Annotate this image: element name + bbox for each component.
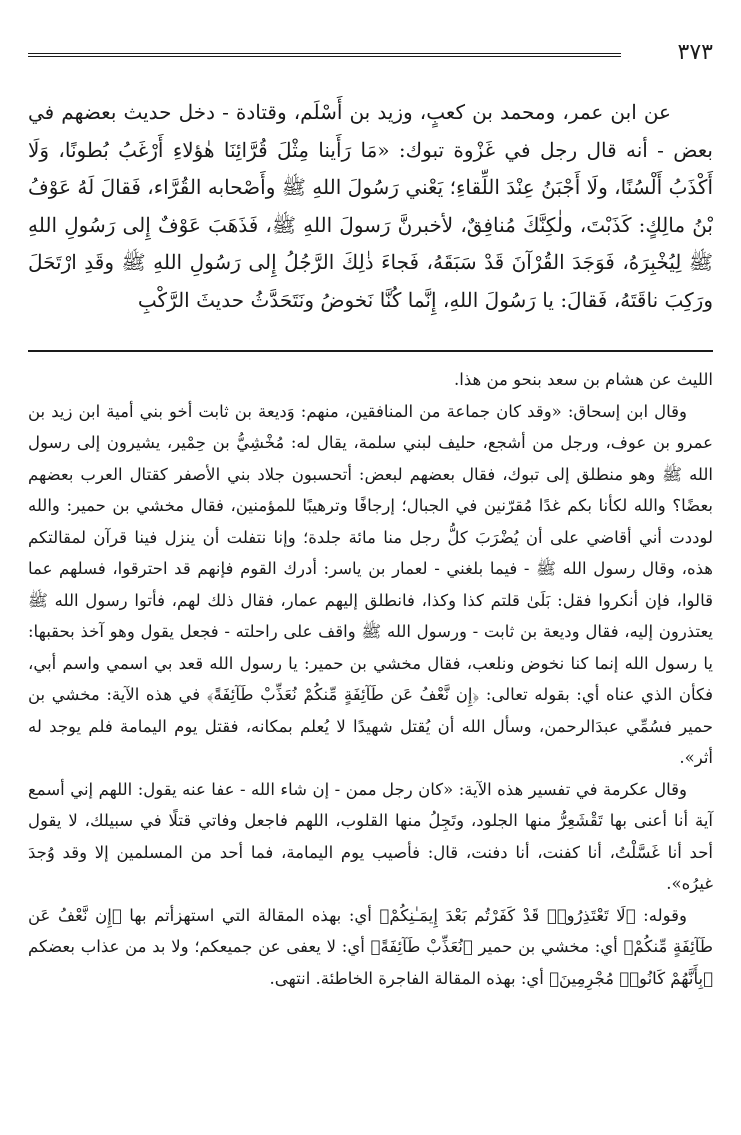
footnote-paragraph: وقال ابن إسحاق: «وقد كان جماعة من المنافقين، منهم: وَديعة بن ثابت أخو بني أمية ابن زيد بن عمرو بن عوف، ورجل من أشجع، حليف لبني سلمة، يقال له: مُخْشِيُّ بن حِمْير، يشيرون إلى رسول الله ﷺ وهو منطلق إلى تبوك، فقال بعضهم لبعض: أتحسبون جلاد بني الأصفر كقتال العرب بعضهم بعضًا؟ والله لكأنا بكم غدًا مُقرّنين في الجبال؛ إرجافًا وترهيبًا للمؤمنين، فقال مخشي بن حمير: والله لوددت أني أقاضي على أن يُضْرَبَ كلُّ رجل منا مائة جلدة؛ وإنا نتفلت أن ينزل فينا قرآن لمقالتكم هذه، وقال رسول الله ﷺ - فيما بلغني - لعمار بن ياسر: أدرك القوم فإنهم قد احترقوا، فسلهم عما قالوا، فإن أنكروا فقل: بَلَىٰ قلتم كذا وكذا، فانطلق إليهم عمار، فقال ذلك لهم، فأتوا رسول الله ﷺ يعتذرون إليه، فقال وديعة بن ثابت - ورسول الله ﷺ واقف على راحلته - فجعل يقول وهو آخذ بحقبها: يا رسول الله إنما كنا نخوض ونلعب، فقال مخشي بن حمير: يا رسول الله قعد بي اسمي واسم أبي، فكأن الذي عناه أي: بقوله تعالى: ﴿إِن نَّعْفُ عَن طَآئِفَةٍ مِّنكُمْ نُعَذِّبْ طَآئِفَةً﴾ في هذه الآية: مخشي بن حمير فسُمِّي عبدَالرحمن، وسأل الله أن يُقتل شهيدًا لا يُعلم بمكانه، فقتل يوم اليمامة فلم يوجد له أثر». (28, 401, 713, 767)
footnotes-block (28, 364, 713, 994)
page-number: ٣٧٣ (677, 40, 713, 65)
document-page (28, 0, 713, 1135)
footnote-paragraph: وقوله: ﴿لَا تَعْتَذِرُوا۟ قَدْ كَفَرْتُم بَعْدَ إِيمَـٰنِكُمْ﴾ أي: بهذه المقالة التي استهزأتم بها ﴿إِن نَّعْفُ عَن طَآئِفَةٍ مِّنكُمْ﴾ أي: مخشي بن حمير ﴿نُعَذِّبْ طَآئِفَةً﴾ أي: لا يعفى عن جميعكم؛ ولا بد من عذاب بعضكم ﴿بِأَنَّهُمْ كَانُوا۟ مُجْرِمِينَ﴾ أي: بهذه المقالة الفاجرة الخاطئة. انتهى. (28, 905, 713, 988)
page-header (28, 40, 713, 70)
main-paragraph: عن ابن عمر، ومحمد بن كعبٍ، وزيد بن أَسْلَم، وقتادة - دخل حديث بعضهم في بعض - أنه قال رجل في غَزْوة تبوك: «مَا رَأَينا مِثْلَ قُرَّائِنَا هٰؤلاءِ أَرْغَبُ بُطونًا، وَلَا أَكْذَبُ أَلْسُنًا، ولَا أَجْبَنُ عِنْدَ اللِّقاءِ؛ يَعْني رَسُولَ اللهِ ﷺ وأَصْحابه القُرَّاء، فَقالَ لَهُ عَوْفُ بْنُ مالِكٍ: كَذَبْتَ، ولٰكِنَّكَ مُنافِقٌ، لأخبرنَّ رَسولَ اللهِ ﷺ، فَذَهَبَ عَوْفٌ إِلى رَسُولِ اللهِ ﷺ لِيُخْبِرَهُ، فَوَجَدَ القُرْآنَ قَدْ سَبَقَهُ، فَجاءَ ذٰلِكَ الرَّجُلُ إِلى رَسُولِ اللهِ ﷺ وقَدِ ارْتَحَلَ ورَكِبَ ناقَتَهُ، فَقالَ: يا رَسُولَ اللهِ، إِنَّما كُنَّا نَخوضُ ونَتَحَدَّثُ حديثَ الرَّكْبِ (28, 100, 713, 312)
footnote-separator (28, 350, 713, 352)
footnote-paragraph: الليث عن هشام بن سعد بنحو من هذا. (454, 370, 713, 389)
footnote-paragraph: وقال عكرمة في تفسير هذه الآية: «كان رجل ممن - إن شاء الله - عفا عنه يقول: اللهم إني أسمع آية أنا أعنى بها تَقْشَعِرُّ منها الجلود، وتَجِلُ منها القلوب، اللهم فاجعل وفاتي قتلًا في سبيلك، لا يقول أحد أنا غَسَّلْتُ، أنا كفنت، أنا دفنت، قال: فأصيب يوم اليمامة، فما أحد من المسلمين إلا وقد وُجدَ غيرُه». (28, 779, 713, 893)
header-rule (28, 53, 621, 57)
main-text-block (28, 94, 713, 319)
